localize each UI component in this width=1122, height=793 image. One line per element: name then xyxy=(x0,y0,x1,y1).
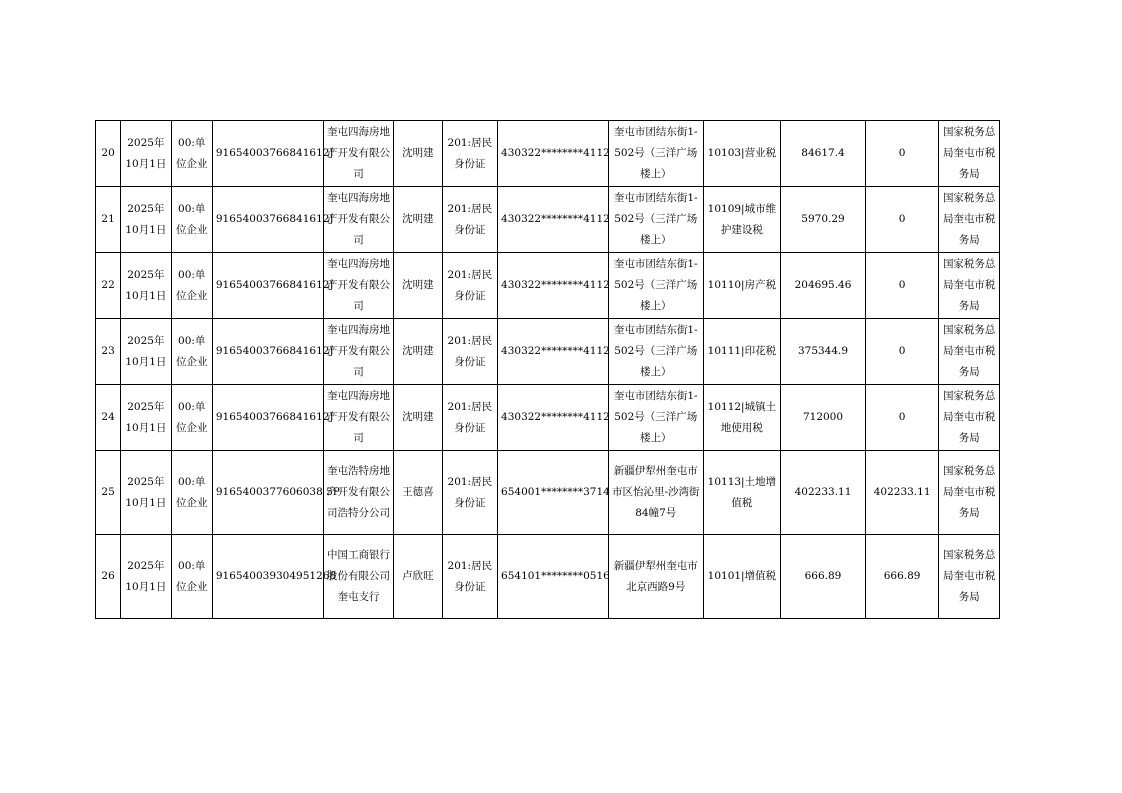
id-number-cell: 430322********4112 xyxy=(498,121,609,187)
row-number: 25 xyxy=(96,451,121,535)
tax-arrears-table xyxy=(95,120,1000,619)
current-arrears-cell: 666.89 xyxy=(865,535,939,619)
id-type-cell: 201:居民身份证 xyxy=(442,121,497,187)
tax-type-cell: 10112|城镇土地使用税 xyxy=(703,385,781,451)
date-cell: 2025年10月1日 xyxy=(121,319,171,385)
id-number-cell: 430322********4112 xyxy=(498,187,609,253)
id-type-cell: 201:居民身份证 xyxy=(442,187,497,253)
tax-authority-cell: 国家税务总局奎屯市税务局 xyxy=(939,121,1000,187)
row-number: 20 xyxy=(96,121,121,187)
tax-type-cell: 10111|印花税 xyxy=(703,319,781,385)
legal-person-cell: 沈明建 xyxy=(394,319,442,385)
date-cell: 2025年10月1日 xyxy=(121,121,171,187)
address-cell: 新疆伊犁州奎屯市市区怡沁里-沙湾街84幢7号 xyxy=(608,451,703,535)
arrears-amount-cell: 84617.4 xyxy=(781,121,866,187)
legal-person-cell: 沈明建 xyxy=(394,121,442,187)
tax-type-cell: 10103|营业税 xyxy=(703,121,781,187)
id-type-cell: 201:居民身份证 xyxy=(442,319,497,385)
id-type-cell: 201:居民身份证 xyxy=(442,253,497,319)
row-number: 22 xyxy=(96,253,121,319)
taxpayer-type-cell: 00:单位企业 xyxy=(171,121,212,187)
arrears-amount-cell: 402233.11 xyxy=(781,451,866,535)
tax-type-cell: 10110|房产税 xyxy=(703,253,781,319)
table-row xyxy=(96,253,1000,319)
company-name-cell: 奎屯浩特房地产开发有限公司浩特分公司 xyxy=(323,451,394,535)
tax-type-cell: 10109|城市维护建设税 xyxy=(703,187,781,253)
date-cell: 2025年10月1日 xyxy=(121,535,171,619)
table-row xyxy=(96,187,1000,253)
id-number-cell: 430322********4112 xyxy=(498,253,609,319)
legal-person-cell: 沈明建 xyxy=(394,187,442,253)
id-number-cell: 430322********4112 xyxy=(498,319,609,385)
tax-authority-cell: 国家税务总局奎屯市税务局 xyxy=(939,385,1000,451)
date-cell: 2025年10月1日 xyxy=(121,451,171,535)
credit-code-cell: 91654003766841612J xyxy=(212,121,323,187)
tax-authority-cell: 国家税务总局奎屯市税务局 xyxy=(939,187,1000,253)
credit-code-cell: 91654003766841612J xyxy=(212,385,323,451)
tax-type-cell: 10113|土地增值税 xyxy=(703,451,781,535)
date-cell: 2025年10月1日 xyxy=(121,253,171,319)
taxpayer-type-cell: 00:单位企业 xyxy=(171,319,212,385)
company-name-cell: 奎屯四海房地产开发有限公司 xyxy=(323,121,394,187)
legal-person-cell: 沈明建 xyxy=(394,385,442,451)
address-cell: 奎屯市团结东街1-502号（三洋广场楼上） xyxy=(608,385,703,451)
table-row xyxy=(96,535,1000,619)
address-cell: 奎屯市团结东街1-502号（三洋广场楼上） xyxy=(608,187,703,253)
current-arrears-cell: 0 xyxy=(865,319,939,385)
taxpayer-type-cell: 00:单位企业 xyxy=(171,187,212,253)
arrears-amount-cell: 712000 xyxy=(781,385,866,451)
legal-person-cell: 王德喜 xyxy=(394,451,442,535)
current-arrears-cell: 0 xyxy=(865,385,939,451)
credit-code-cell: 9165400377606038 5P xyxy=(212,451,323,535)
address-cell: 奎屯市团结东街1-502号（三洋广场楼上） xyxy=(608,121,703,187)
company-name-cell: 奎屯四海房地产开发有限公司 xyxy=(323,319,394,385)
row-number: 24 xyxy=(96,385,121,451)
arrears-amount-cell: 204695.46 xyxy=(781,253,866,319)
current-arrears-cell: 0 xyxy=(865,253,939,319)
date-cell: 2025年10月1日 xyxy=(121,385,171,451)
table-row xyxy=(96,385,1000,451)
id-number-cell: 430322********4112 xyxy=(498,385,609,451)
id-type-cell: 201:居民身份证 xyxy=(442,451,497,535)
credit-code-cell: 91654003766841612J xyxy=(212,187,323,253)
company-name-cell: 奎屯四海房地产开发有限公司 xyxy=(323,187,394,253)
company-name-cell: 奎屯四海房地产开发有限公司 xyxy=(323,253,394,319)
address-cell: 新疆伊犁州奎屯市北京西路9号 xyxy=(608,535,703,619)
row-number: 23 xyxy=(96,319,121,385)
current-arrears-cell: 402233.11 xyxy=(865,451,939,535)
taxpayer-type-cell: 00:单位企业 xyxy=(171,451,212,535)
company-name-cell: 中国工商银行股份有限公司奎屯支行 xyxy=(323,535,394,619)
legal-person-cell: 卢欣旺 xyxy=(394,535,442,619)
id-number-cell: 654101********0516 xyxy=(498,535,609,619)
table-row xyxy=(96,319,1000,385)
credit-code-cell: 91654003766841612J xyxy=(212,319,323,385)
tax-authority-cell: 国家税务总局奎屯市税务局 xyxy=(939,535,1000,619)
credit-code-cell: 916540039304951268 xyxy=(212,535,323,619)
credit-code-cell: 91654003766841612J xyxy=(212,253,323,319)
taxpayer-type-cell: 00:单位企业 xyxy=(171,535,212,619)
table-row xyxy=(96,121,1000,187)
tax-authority-cell: 国家税务总局奎屯市税务局 xyxy=(939,451,1000,535)
id-type-cell: 201:居民身份证 xyxy=(442,535,497,619)
taxpayer-type-cell: 00:单位企业 xyxy=(171,253,212,319)
row-number: 26 xyxy=(96,535,121,619)
id-number-cell: 654001********3714 xyxy=(498,451,609,535)
address-cell: 奎屯市团结东街1-502号（三洋广场楼上） xyxy=(608,319,703,385)
legal-person-cell: 沈明建 xyxy=(394,253,442,319)
current-arrears-cell: 0 xyxy=(865,121,939,187)
arrears-amount-cell: 375344.9 xyxy=(781,319,866,385)
arrears-amount-cell: 5970.29 xyxy=(781,187,866,253)
arrears-amount-cell: 666.89 xyxy=(781,535,866,619)
tax-type-cell: 10101|增值税 xyxy=(703,535,781,619)
id-type-cell: 201:居民身份证 xyxy=(442,385,497,451)
taxpayer-type-cell: 00:单位企业 xyxy=(171,385,212,451)
date-cell: 2025年10月1日 xyxy=(121,187,171,253)
current-arrears-cell: 0 xyxy=(865,187,939,253)
tax-authority-cell: 国家税务总局奎屯市税务局 xyxy=(939,253,1000,319)
table-row xyxy=(96,451,1000,535)
company-name-cell: 奎屯四海房地产开发有限公司 xyxy=(323,385,394,451)
row-number: 21 xyxy=(96,187,121,253)
tax-authority-cell: 国家税务总局奎屯市税务局 xyxy=(939,319,1000,385)
address-cell: 奎屯市团结东街1-502号（三洋广场楼上） xyxy=(608,253,703,319)
